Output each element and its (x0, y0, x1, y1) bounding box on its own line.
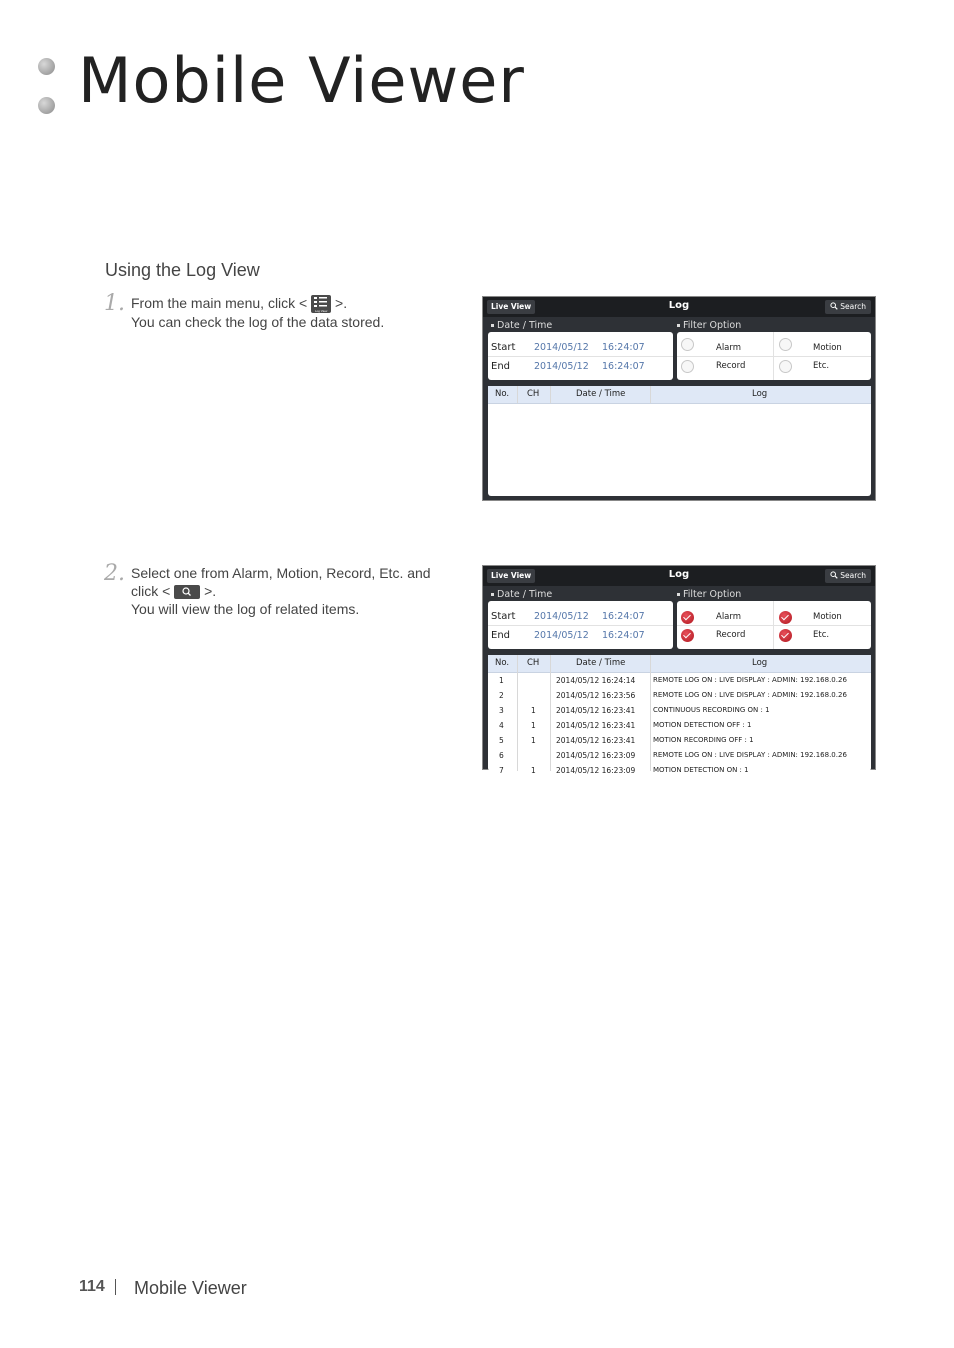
table-row[interactable]: 7 1 2014/05/12 16:23:09 MOTION DETECTION ON : 1 (499, 766, 749, 775)
step-1-text (131, 294, 384, 331)
log-view-screenshot-1 (482, 296, 876, 501)
filter-option-box (677, 332, 871, 380)
step-number: 1. (104, 291, 125, 316)
motion-label: Motion (813, 612, 842, 622)
step-2-line-3: You will view the log of related items. (131, 601, 360, 617)
motion-label: Motion (813, 343, 842, 353)
col-ch: CH (527, 389, 540, 399)
start-time[interactable]: 16:24:07 (602, 342, 645, 353)
motion-radio[interactable] (779, 338, 792, 351)
step-2-line-1: Select one from Alarm, Motion, Record, Etc. and (131, 565, 431, 581)
step-2-line-2: click < >. (131, 583, 217, 599)
end-label: End (491, 361, 511, 372)
filter-option-section-label: Filter Option (677, 589, 741, 600)
log-table-header (488, 386, 871, 404)
end-date[interactable]: 2014/05/12 (534, 630, 589, 641)
record-label: Record (716, 630, 746, 640)
motion-checked-icon[interactable] (779, 611, 792, 624)
etc-radio[interactable] (779, 360, 792, 373)
end-label: End (491, 630, 511, 641)
filter-option-section-label: Filter Option (677, 320, 741, 331)
alarm-label: Alarm (716, 343, 742, 353)
log-view-screenshot-2 (482, 565, 876, 775)
start-date[interactable]: 2014/05/12 (534, 611, 589, 622)
app-top-bar (483, 297, 875, 317)
col-log: Log (752, 389, 768, 399)
start-label: Start (491, 611, 516, 622)
record-label: Record (716, 361, 746, 371)
table-row[interactable]: 5 1 2014/05/12 16:23:41 MOTION RECORDING OFF : 1 (499, 736, 754, 745)
table-row[interactable]: 1 2014/05/12 16:24:14 REMOTE LOG ON : LIVE DISPLAY : ADMIN: 192.168.0.26 (499, 676, 847, 685)
etc-label: Etc. (813, 630, 830, 640)
table-row[interactable]: 3 1 2014/05/12 16:23:41 CONTINUOUS RECORDING ON : 1 (499, 706, 770, 715)
step-1-line-2: You can check the log of the data stored. (131, 314, 385, 331)
app-top-bar (483, 566, 875, 586)
log-table (488, 655, 871, 775)
col-log: Log (752, 658, 768, 668)
col-no: No. (495, 389, 510, 399)
page-title: Mobile Viewer (78, 44, 525, 117)
date-time-box (488, 332, 673, 380)
record-radio[interactable] (681, 360, 694, 373)
footer-divider (115, 1279, 116, 1295)
log-view-icon-caption: Log View (314, 309, 328, 314)
alarm-label: Alarm (716, 612, 742, 622)
date-time-section-label: Date / Time (491, 320, 552, 331)
col-ch: CH (527, 658, 540, 668)
etc-checked-icon[interactable] (779, 629, 792, 642)
etc-label: Etc. (813, 361, 830, 371)
step-number: 2. (104, 561, 125, 586)
search-icon (830, 571, 838, 579)
start-date[interactable]: 2014/05/12 (534, 342, 589, 353)
section-heading: Using the Log View (105, 260, 260, 280)
record-checked-icon[interactable] (681, 629, 694, 642)
end-date[interactable]: 2014/05/12 (534, 361, 589, 372)
date-time-section-label: Date / Time (491, 589, 552, 600)
log-view-icon (311, 295, 331, 313)
end-time[interactable]: 16:24:07 (602, 630, 645, 641)
app-title: Log (668, 300, 690, 311)
app-title: Log (668, 569, 690, 580)
start-time[interactable]: 16:24:07 (602, 611, 645, 622)
col-datetime: Date / Time (576, 389, 626, 399)
search-button[interactable]: Search (825, 300, 871, 314)
search-button[interactable]: Search (825, 569, 871, 583)
search-icon (174, 585, 200, 599)
alarm-radio[interactable] (681, 338, 694, 351)
log-table-header (488, 655, 871, 673)
footer-section-title: Mobile Viewer (134, 1278, 247, 1298)
title-bullet-icon (38, 58, 55, 75)
live-view-button[interactable]: Live View (487, 569, 535, 583)
alarm-checked-icon[interactable] (681, 611, 694, 624)
filter-option-box (677, 601, 871, 649)
step-1-line-1: From the main menu, click < Log View >. (131, 295, 348, 314)
date-time-box (488, 601, 673, 649)
col-datetime: Date / Time (576, 658, 626, 668)
step-2-text (131, 564, 431, 618)
col-no: No. (495, 658, 510, 668)
search-icon (830, 302, 838, 310)
log-table (488, 386, 871, 496)
table-row[interactable]: 6 2014/05/12 16:23:09 REMOTE LOG ON : LIVE DISPLAY : ADMIN: 192.168.0.26 (499, 751, 847, 760)
start-label: Start (491, 342, 516, 353)
end-time[interactable]: 16:24:07 (602, 361, 645, 372)
title-bullet-icon (38, 97, 55, 114)
page-number: 114 (79, 1278, 105, 1295)
live-view-button[interactable]: Live View (487, 300, 535, 314)
table-row[interactable]: 2 2014/05/12 16:23:56 REMOTE LOG ON : LIVE DISPLAY : ADMIN: 192.168.0.26 (499, 691, 847, 700)
table-row[interactable]: 4 1 2014/05/12 16:23:41 MOTION DETECTION OFF : 1 (499, 721, 752, 730)
